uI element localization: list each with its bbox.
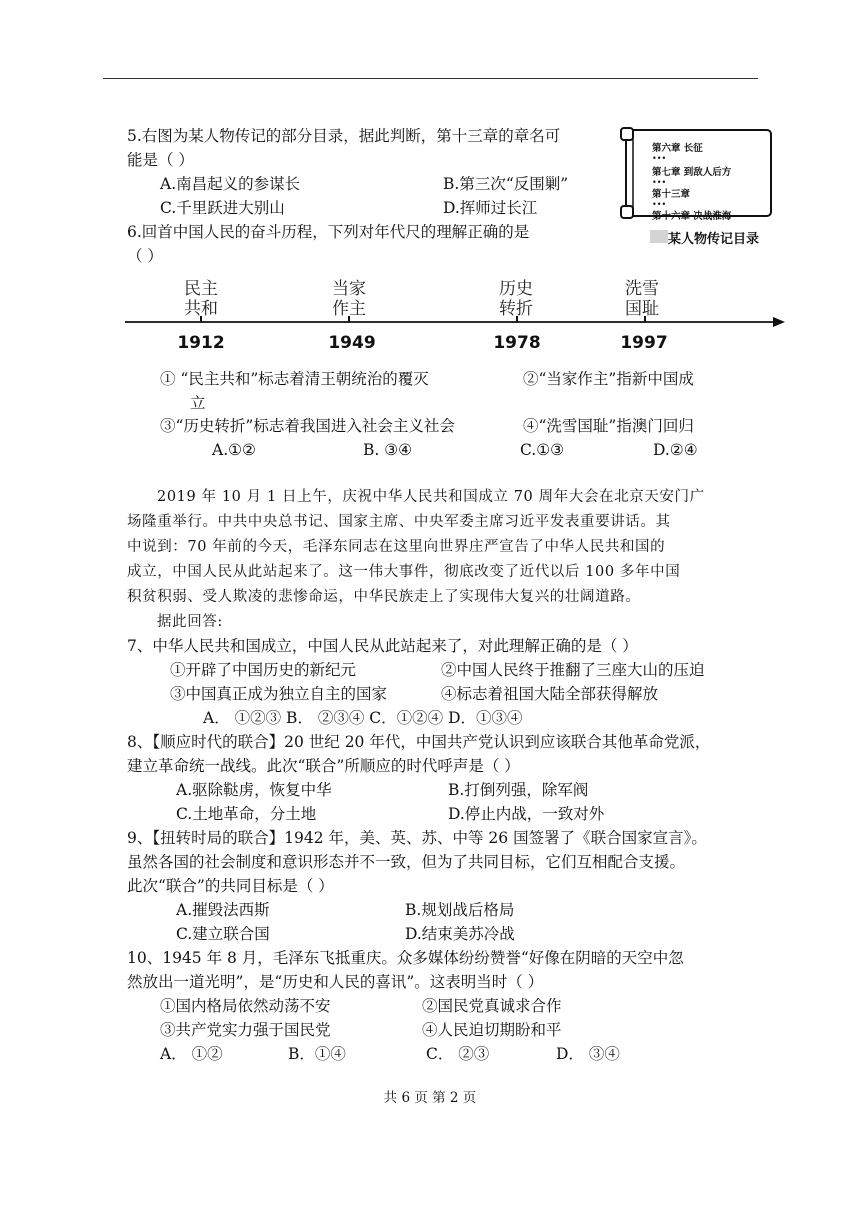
passage-line-4: 成立，中国人民从此站起来了。这一伟大事件，彻底改变了近代以后 100 多年中国 — [127, 564, 681, 580]
q6-statement-4: ④“洗雪国耻”指澳门回归 — [523, 417, 694, 435]
toc-ch13: 第十三章 — [652, 189, 691, 200]
caption-blur — [650, 230, 668, 243]
toc-dots-1: ••• — [652, 154, 667, 163]
q8-option-c: C.土地革命，分土地 — [176, 805, 317, 823]
q6-stem-line1: 6.回首中国人民的奋斗历程，下列对年代尺的理解正确的是 — [127, 223, 530, 241]
q5-option-b: B.第三次“反围剿” — [443, 175, 569, 193]
q8-stem-line2: 建立革命统一战线。此次“联合”所顺应的时代呼声是（ ） — [127, 757, 520, 775]
q6-option-c: C.①③ — [520, 441, 565, 459]
q5-stem-line2: 能是（ ） — [127, 151, 194, 169]
passage-line-1: 2019 年 10 月 1 日上午，庆祝中华人民共和国成立 70 周年大会在北京天安门广 — [157, 489, 705, 505]
timeline-label-1978-top: 历史 — [499, 279, 533, 299]
q5-option-d: D.挥师过长江 — [443, 199, 538, 217]
q5-option-c: C.千里跃进大别山 — [160, 199, 285, 217]
timeline-year-1949: 1949 — [328, 333, 376, 353]
toc-dots-3: ••• — [652, 200, 667, 209]
q6-statement-3: ③“历史转折”标志着我国进入社会主义社会 — [160, 417, 455, 435]
q6-option-d: D.②④ — [653, 441, 698, 459]
timeline-label-1949-top: 当家 — [332, 279, 366, 299]
q6-option-a: A.①② — [212, 441, 256, 459]
q6-option-b: B. ③④ — [363, 441, 413, 459]
q10-option-d: D． ③④ — [556, 1045, 620, 1063]
q10-option-b: B．①④ — [288, 1045, 346, 1063]
q9-option-d: D.结束美苏冷战 — [405, 925, 515, 943]
q8-option-d: D.停止内战，一致对外 — [448, 805, 605, 823]
passage-prompt: 据此回答: — [157, 614, 223, 630]
q10-statement-2: ②国民党真诚求合作 — [422, 997, 562, 1015]
toc-dots-2: ••• — [652, 178, 667, 187]
page-footer: 共 6 页 第 2 页 — [383, 1090, 477, 1106]
q6-statement-1: ① “民主共和”标志着清王朝统治的覆灭 — [160, 370, 429, 388]
q10-option-a: A． ①② — [160, 1045, 223, 1063]
q6-statement-1-cont: 立 — [190, 394, 206, 412]
q7-statement-2: ②中国人民终于推翻了三座大山的压迫 — [441, 661, 705, 679]
q9-option-a: A.摧毁法西斯 — [176, 901, 270, 919]
toc-ch6: 第六章 长征 — [652, 143, 703, 154]
timeline-label-1978-bottom: 转折 — [499, 299, 533, 319]
timeline-label-1949-bottom: 作主 — [332, 299, 366, 319]
q6-statement-2: ②“当家作主”指新中国成 — [523, 370, 694, 388]
q8-option-b: B.打倒列强，除军阀 — [448, 781, 589, 799]
toc-ch7: 第七章 到敌人后方 — [652, 167, 732, 178]
q7-options: A． ①②③ B． ②③④ C．①②④ D．①③④ — [203, 709, 523, 727]
q6-stem-line2: （ ） — [127, 247, 163, 265]
timeline-year-1997: 1997 — [620, 333, 668, 353]
q9-stem-line3: 此次“联合”的共同目标是（ ） — [127, 877, 334, 895]
passage-line-5: 积贫积弱、受人欺凌的悲惨命运，中华民族走上了实现伟大复兴的壮阔道路。 — [127, 589, 641, 605]
q7-statement-4: ④标志着祖国大陆全部获得解放 — [441, 685, 659, 703]
header-rule — [103, 78, 758, 79]
q7-statement-3: ③中国真正成为独立自主的国家 — [170, 685, 388, 703]
timeline-label-1912-top: 民主 — [184, 279, 218, 299]
q7-statement-1: ①开辟了中国历史的新纪元 — [170, 661, 357, 679]
q10-option-c: C． ②③ — [426, 1045, 490, 1063]
toc-caption: 某人物传记目录 — [668, 232, 760, 247]
q5-stem-line1: 5.右图为某人物传记的部分目录，据此判断，第十三章的章名可 — [127, 127, 561, 145]
q10-stem-line2: 然放出一道光明”，是“历史和人民的喜讯”。这表明当时（ ） — [127, 973, 544, 991]
q9-option-b: B.规划战后格局 — [405, 901, 515, 919]
q9-stem-line2: 虽然各国的社会制度和意识形态并不一致，但为了共同目标，它们互相配合支援。 — [127, 853, 686, 871]
timeline-label-1997-bottom: 国耻 — [625, 299, 659, 319]
q9-stem-line1: 9、【扭转时局的联合】1942 年，美、英、苏、中等 26 国签署了《联合国家宣言》。 — [127, 829, 707, 847]
q10-statement-3: ③共产党实力强于国民党 — [160, 1021, 331, 1039]
timeline-year-1978: 1978 — [493, 333, 541, 353]
q9-option-c: C.建立联合国 — [176, 925, 270, 943]
passage-line-3: 中说到：70 年前的今天，毛泽东同志在这里向世界庄严宣告了中华人民共和国的 — [127, 539, 666, 555]
passage-line-2: 场隆重举行。中共中央总书记、国家主席、中央军委主席习近平发表重要讲话。其 — [127, 514, 671, 530]
q10-statement-1: ①国内格局依然动荡不安 — [160, 997, 331, 1015]
q10-statement-4: ④人民迫切期盼和平 — [422, 1021, 562, 1039]
timeline-label-1997-top: 洗雪 — [625, 279, 659, 299]
q7-stem: 7、中华人民共和国成立，中国人民从此站起来了，对此理解正确的是（ ） — [127, 637, 638, 655]
timeline-label-1912-bottom: 共和 — [184, 299, 218, 319]
q5-option-a: A.南昌起义的参谋长 — [160, 175, 301, 193]
q10-stem-line1: 10、1945 年 8 月，毛泽东飞抵重庆。众多媒体纷纷赞誉“好像在阴暗的天空中忽 — [127, 949, 684, 967]
q8-stem-line1: 8、【顺应时代的联合】20 世纪 20 年代，中国共产党认识到应该联合其他革命党派， — [127, 733, 711, 751]
q8-option-a: A.驱除鞑虏，恢复中华 — [176, 781, 332, 799]
timeline-year-1912: 1912 — [177, 333, 225, 353]
toc-ch16: 第十六章 决战淮海 — [652, 211, 732, 222]
